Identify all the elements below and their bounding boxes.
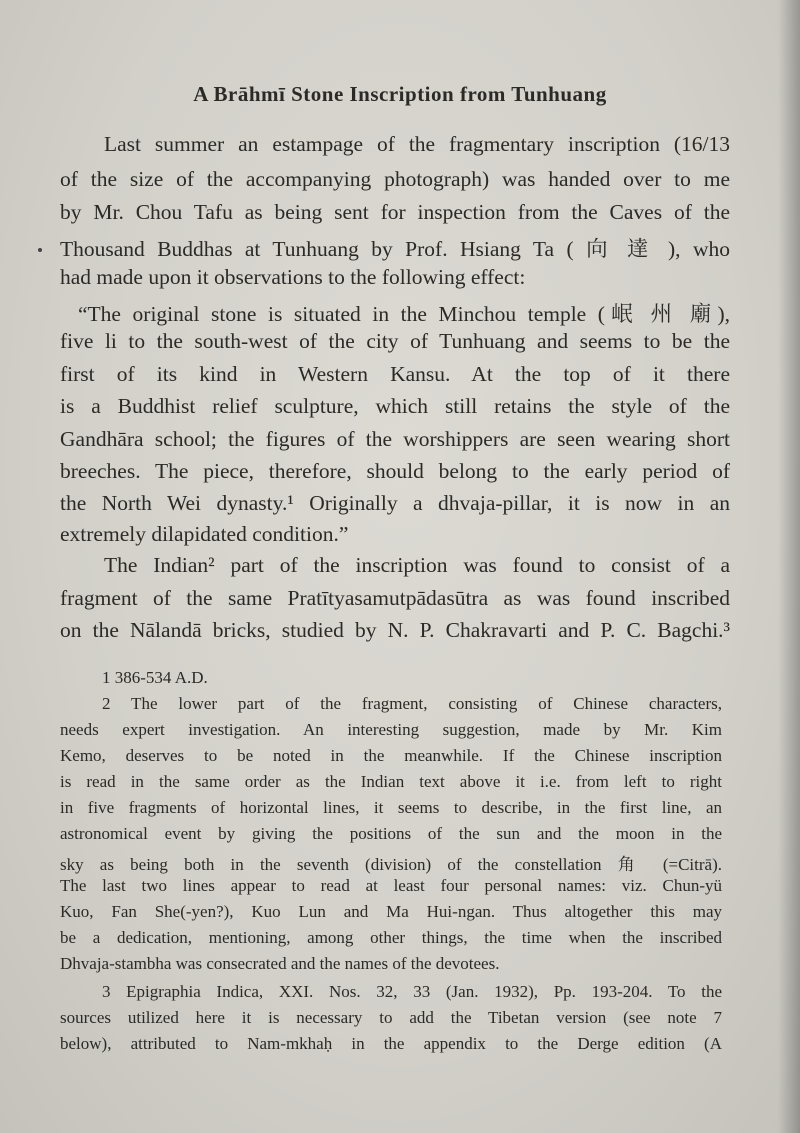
footnote-line: Kemo, deserves to be noted in the meanwhile. If the Chinese inscription [60,746,722,765]
body-line: The Indian² part of the inscription was found to consist of a [104,553,730,577]
footnote-line: Kuo, Fan She(-yen?), Kuo Lun and Ma Hui-ngan. Thus altogether this may [60,902,722,921]
body-line: by Mr. Chou Tafu as being sent for inspection from the Caves of the [60,200,730,224]
footnote-line: be a dedication, mentioning, among other things, the time when the inscribed [60,928,722,947]
body-line: “The original stone is situated in the Minchou temple (岷 州 廟), [78,302,730,326]
body-line: fragment of the same Pratītyasamutpādasūtra as was found inscribed [60,586,730,610]
body-line: breeches. The piece, therefore, should belong to the early period of [60,459,730,483]
body-line: five li to the south-west of the city of Tunhuang and seems to be the [60,329,730,353]
body-line: is a Buddhist relief sculpture, which still retains the style of the [60,394,730,418]
page-edge-shadow [778,0,800,1133]
footnote-line: sky as being both in the seventh (division) of the constellation 角 (=Citrā). [60,855,722,874]
footnote-line: astronomical event by giving the positions of the sun and the moon in the [60,824,722,843]
body-line: Last summer an estampage of the fragmentary inscription (16/13 [104,132,730,156]
body-line: had made upon it observations to the following effect: [60,265,526,289]
footnote-line: sources utilized here it is necessary to add the Tibetan version (see note 7 [60,1008,722,1027]
body-line: the North Wei dynasty.¹ Originally a dhvaja-pillar, it is now in an [60,491,730,515]
body-line: Thousand Buddhas at Tunhuang by Prof. Hsiang Ta ( 向 達 ), who [60,237,730,261]
footnote-line: 3 Epigraphia Indica, XXI. Nos. 32, 33 (Jan. 1932), Pp. 193-204. To the [102,982,722,1001]
body-line: extremely dilapidated condition.” [60,522,349,546]
body-line: of the size of the accompanying photograph) was handed over to me [60,167,730,191]
body-line: Gandhāra school; the figures of the worshippers are seen wearing short [60,427,730,451]
footnote-line: 2 The lower part of the fragment, consisting of Chinese characters, [102,694,722,713]
footnote-line: needs expert investigation. An interesting suggestion, made by Mr. Kim [60,720,722,739]
footnote-line: Dhvaja-stambha was consecrated and the names of the devotees. [60,954,500,973]
body-line: first of its kind in Western Kansu. At the top of it there [60,362,730,386]
footnote-line: is read in the same order as the Indian text above it i.e. from left to right [60,772,722,791]
footnote-line: 1 386-534 A.D. [102,668,208,687]
footnote-line: The last two lines appear to read at least four personal names: viz. Chun-yü [60,876,722,895]
footnote-line: in five fragments of horizontal lines, it seems to describe, in the first line, an [60,798,722,817]
ink-speck [38,248,42,252]
footnote-line: below), attributed to Nam-mkhaḥ in the appendix to the Derge edition (A [60,1034,722,1053]
article-title: A Brāhmī Stone Inscription from Tunhuang [193,82,607,106]
body-line: on the Nālandā bricks, studied by N. P. Chakravarti and P. C. Bagchi.³ [60,618,730,642]
